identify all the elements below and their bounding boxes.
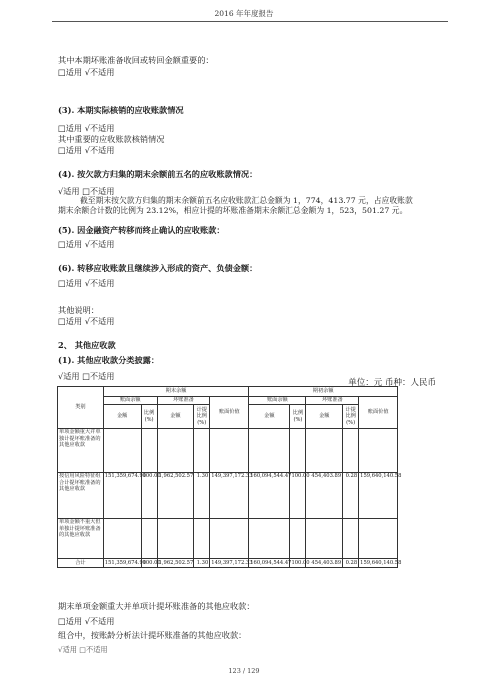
table-cell: 100.00 — [141, 473, 157, 519]
header-amount: 金额 — [306, 405, 343, 429]
table-row — [58, 519, 444, 559]
header-amount: 金额 — [249, 405, 290, 429]
checkbox-line: □适用 √不适用 — [58, 145, 115, 155]
header-amount: 金额 — [157, 405, 194, 429]
table-row — [58, 473, 444, 519]
header-book-balance: 账面余额 — [249, 397, 306, 405]
header-ratio: 比例(%) — [290, 405, 306, 429]
header-ratio: 比例(%) — [141, 405, 157, 429]
checkbox-line: □适用 √不适用 — [58, 67, 115, 77]
table-cell — [359, 429, 398, 473]
table-cell: 149,397,172.33 — [211, 559, 253, 566]
header-amount: 金额 — [103, 405, 141, 429]
table-cell — [103, 429, 141, 473]
table-cell — [141, 519, 157, 559]
table-cell: 454,403.89 — [306, 473, 343, 519]
checkbox-line: □适用 √不适用 — [58, 239, 115, 249]
header-provision-ratio: 计提比例(%) — [194, 405, 210, 429]
table-cell: 0.28 — [343, 559, 359, 568]
section-heading: (3). 本期实际核销的应收账款情况 — [58, 105, 184, 115]
text-line: 期末单项金额重大并单项计提坏账准备的其他应收款： — [58, 601, 255, 611]
page-header: 2016 年年度报告 — [214, 9, 274, 18]
table-cell: 100.00 — [142, 559, 161, 566]
table-cell: 1.30 — [194, 473, 210, 519]
table-cell — [194, 429, 210, 473]
table-cell: 100.00 — [290, 473, 306, 519]
text-line: 组合中，按账龄分析法计提坏账准备的其他应收款： — [58, 630, 247, 640]
header-rule — [52, 21, 448, 22]
table-cell — [290, 519, 306, 559]
table-cell: 454,403.89 — [306, 559, 343, 568]
table-cell: 159,640,140.58 — [359, 473, 398, 519]
table-cell — [249, 429, 290, 473]
paragraph-line: 截至期末按欠款方归集的期末余额前五名应收账款汇总金额为 1，774，413.77 元，占应收账款 — [80, 196, 413, 205]
table-cell: 149,397,172.33 — [210, 473, 249, 519]
table-cell — [306, 429, 343, 473]
header-category: 类别 — [58, 387, 104, 429]
paragraph-line: 期末余额合计数的比例为 23.12%，相应计提的坏账准备期末余额汇总金额为 1，523，501.27 元。 — [58, 206, 408, 215]
table-cell: 100.00 — [291, 559, 310, 566]
table-cell: 160,094,544.47 — [249, 473, 290, 519]
row-label: 合计 — [58, 559, 104, 568]
checkbox-line: □适用 √不适用 — [58, 278, 115, 288]
section-heading: (4). 按欠款方归集的期末余额前五名的应收账款情况： — [58, 169, 258, 179]
row-label: 按信用风险特征组合计提坏账准备的其他应收款 — [58, 473, 104, 519]
header-provision-ratio: 计提比例(%) — [343, 405, 359, 429]
row-label: 单项金额不重大但单独计提坏账准备的其他应收款 — [58, 519, 104, 559]
header-bad-debt: 坏账准备 — [157, 397, 210, 405]
header-book-value: 账面价值 — [210, 397, 249, 429]
table-cell — [290, 429, 306, 473]
unit-label: 单位：元 币种：人民币 — [348, 378, 436, 388]
table-cell: 1,962,502.57 — [157, 473, 194, 519]
text-line: 其中重要的应收账款核销情况 — [58, 134, 165, 144]
checkbox-line: □适用 √不适用 — [58, 616, 115, 626]
table-cell — [359, 519, 398, 559]
text-line: 其他说明： — [58, 305, 99, 315]
section-heading: 2、 其他应收款 — [58, 340, 116, 350]
checkbox-line: √适用 □不适用 — [58, 186, 115, 196]
row-label: 单项金额重大并单独计提坏账准备的其他应收款 — [58, 429, 104, 473]
table-cell — [343, 519, 359, 559]
checkbox-line: √适用 □不适用 — [58, 371, 115, 381]
header-book-value: 账面价值 — [359, 397, 398, 429]
header-period-end: 期末余额 — [103, 387, 248, 397]
table-row — [58, 429, 444, 473]
table-cell: 1.30 — [194, 559, 210, 568]
section-heading: (5). 因金融资产转移而终止确认的应收账款： — [58, 225, 225, 235]
table-cell — [157, 429, 194, 473]
table-cell — [103, 519, 141, 559]
table-cell — [210, 429, 249, 473]
header-bad-debt: 坏账准备 — [306, 397, 359, 405]
table-cell — [343, 429, 359, 473]
table-cell — [157, 519, 194, 559]
header-period-begin: 期初余额 — [249, 387, 398, 397]
table-cell: 151,359,674.90 — [104, 559, 147, 566]
checkbox-line: √适用 □不适用 — [58, 645, 108, 654]
page-number: 123 / 129 — [228, 667, 260, 675]
section-heading: (6). 转移应收账款且继续涉入形成的资产、负债金额： — [58, 263, 258, 273]
header-book-balance: 账面余额 — [103, 397, 157, 405]
table-cell: 159,640,140.58 — [360, 559, 402, 566]
text-line: 其中本期坏账准备收回或转回金额重要的： — [58, 55, 214, 65]
section-heading: (1). 其他应收款分类披露： — [58, 355, 160, 365]
table-cell — [194, 519, 210, 559]
table-cell: 0.28 — [343, 473, 359, 519]
table-cell — [141, 429, 157, 473]
table-row-total — [58, 559, 444, 568]
table-cell — [306, 519, 343, 559]
table-cell — [210, 519, 249, 559]
table-cell: 151,359,674.90 — [103, 473, 141, 519]
table-cell — [249, 519, 290, 559]
table-cell: 1,962,502.57 — [158, 559, 194, 566]
checkbox-line: □适用 √不适用 — [58, 123, 115, 133]
other-receivables-table — [57, 386, 444, 568]
table-cell: 160,094,544.47 — [250, 559, 292, 566]
checkbox-line: □适用 √不适用 — [58, 316, 115, 326]
